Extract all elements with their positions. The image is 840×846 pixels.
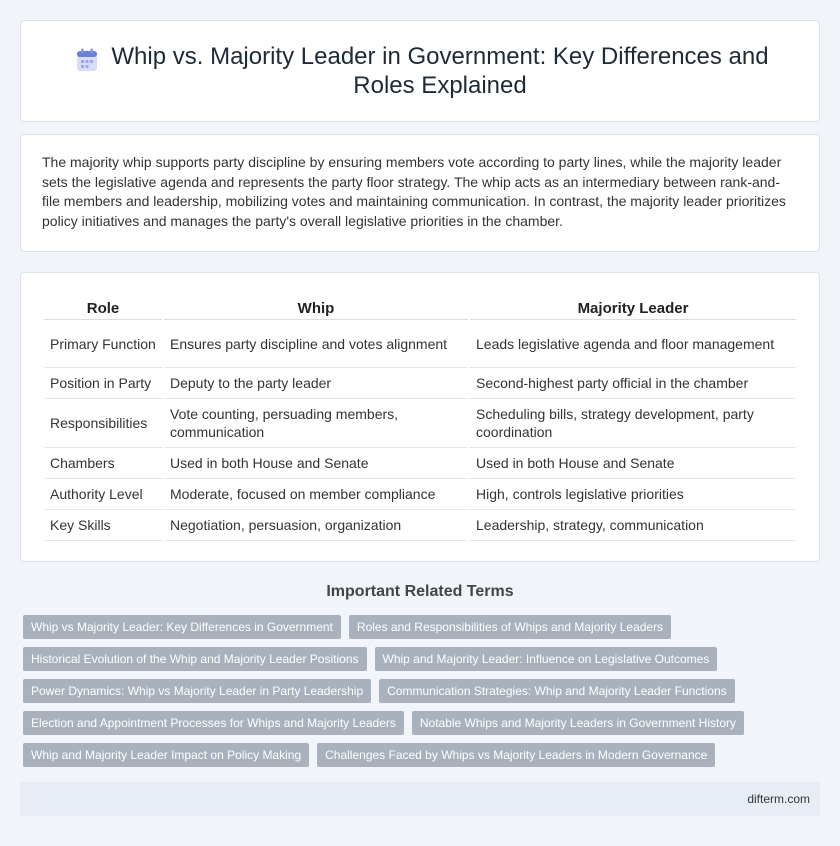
- whip-cell: Negotiation, persuasion, organization: [164, 510, 468, 541]
- tag-row: [23, 711, 823, 735]
- table-row: [44, 448, 796, 479]
- site-name: difterm.com: [747, 792, 810, 806]
- related-term-link[interactable]: Roles and Responsibilities of Whips and Majority Leaders: [349, 615, 671, 639]
- table-row: [44, 368, 796, 399]
- related-term-link[interactable]: Whip vs Majority Leader: Key Differences in Government: [23, 615, 341, 639]
- whip-cell: Vote counting, persuading members, communication: [164, 399, 468, 448]
- comparison-table-card: [20, 272, 820, 562]
- tag-row: [23, 679, 823, 703]
- row-label: Responsibilities: [44, 399, 162, 448]
- related-term-link[interactable]: Whip and Majority Leader Impact on Policy Making: [23, 743, 309, 767]
- whip-cell: Used in both House and Senate: [164, 448, 468, 479]
- majority-leader-cell: Used in both House and Senate: [470, 448, 796, 479]
- column-header-whip: Whip: [164, 293, 468, 320]
- page-title: Whip vs. Majority Leader in Government: Key Differences and Roles Explained: [111, 43, 769, 99]
- tag-row: [23, 743, 823, 767]
- tag-row: [23, 647, 823, 671]
- related-term-link[interactable]: Historical Evolution of the Whip and Majority Leader Positions: [23, 647, 367, 671]
- related-term-link[interactable]: Power Dynamics: Whip vs Majority Leader in Party Leadership: [23, 679, 371, 703]
- table-row: [44, 479, 796, 510]
- related-terms-list: [23, 615, 823, 775]
- majority-leader-cell: Leads legislative agenda and floor management: [470, 320, 796, 368]
- tag-row: [23, 615, 823, 639]
- column-header-majority-leader: Majority Leader: [470, 293, 796, 320]
- table-header-row: [44, 293, 796, 320]
- row-label: Position in Party: [44, 368, 162, 399]
- intro-paragraph: The majority whip supports party discipline by ensuring members vote according to party lines, while the majority leader sets the legislative agenda and represents the party floor strategy. The whip acts as an intermediary between rank-and-file members and leadership, mobilizing votes and maintaining communication. In contrast, the majority leader prioritizes policy initiatives and manages the party's overall legislative priorities in the chamber.: [42, 154, 786, 229]
- majority-leader-cell: Leadership, strategy, communication: [470, 510, 796, 541]
- related-term-link[interactable]: Notable Whips and Majority Leaders in Government History: [412, 711, 744, 735]
- title-card: [20, 20, 820, 122]
- majority-leader-cell: Second-highest party official in the chamber: [470, 368, 796, 399]
- related-term-link[interactable]: Election and Appointment Processes for Whips and Majority Leaders: [23, 711, 404, 735]
- row-label: Authority Level: [44, 479, 162, 510]
- majority-leader-cell: High, controls legislative priorities: [470, 479, 796, 510]
- table-row: [44, 320, 796, 368]
- row-label: Chambers: [44, 448, 162, 479]
- related-term-link[interactable]: Communication Strategies: Whip and Majority Leader Functions: [379, 679, 735, 703]
- majority-leader-cell: Scheduling bills, strategy development, party coordination: [470, 399, 796, 448]
- column-header-role: Role: [44, 293, 162, 320]
- intro-card: [20, 134, 820, 252]
- whip-cell: Ensures party discipline and votes alignment: [164, 320, 468, 368]
- row-label: Key Skills: [44, 510, 162, 541]
- table-row: [44, 399, 796, 448]
- whip-cell: Moderate, focused on member compliance: [164, 479, 468, 510]
- row-label: Primary Function: [44, 320, 162, 368]
- table-row: [44, 510, 796, 541]
- comparison-table: [42, 293, 798, 541]
- footer: [20, 782, 820, 816]
- related-term-link[interactable]: Whip and Majority Leader: Influence on Legislative Outcomes: [375, 647, 718, 671]
- related-term-link[interactable]: Challenges Faced by Whips vs Majority Leaders in Modern Governance: [317, 743, 715, 767]
- related-terms-heading: Important Related Terms: [326, 583, 514, 600]
- whip-cell: Deputy to the party leader: [164, 368, 468, 399]
